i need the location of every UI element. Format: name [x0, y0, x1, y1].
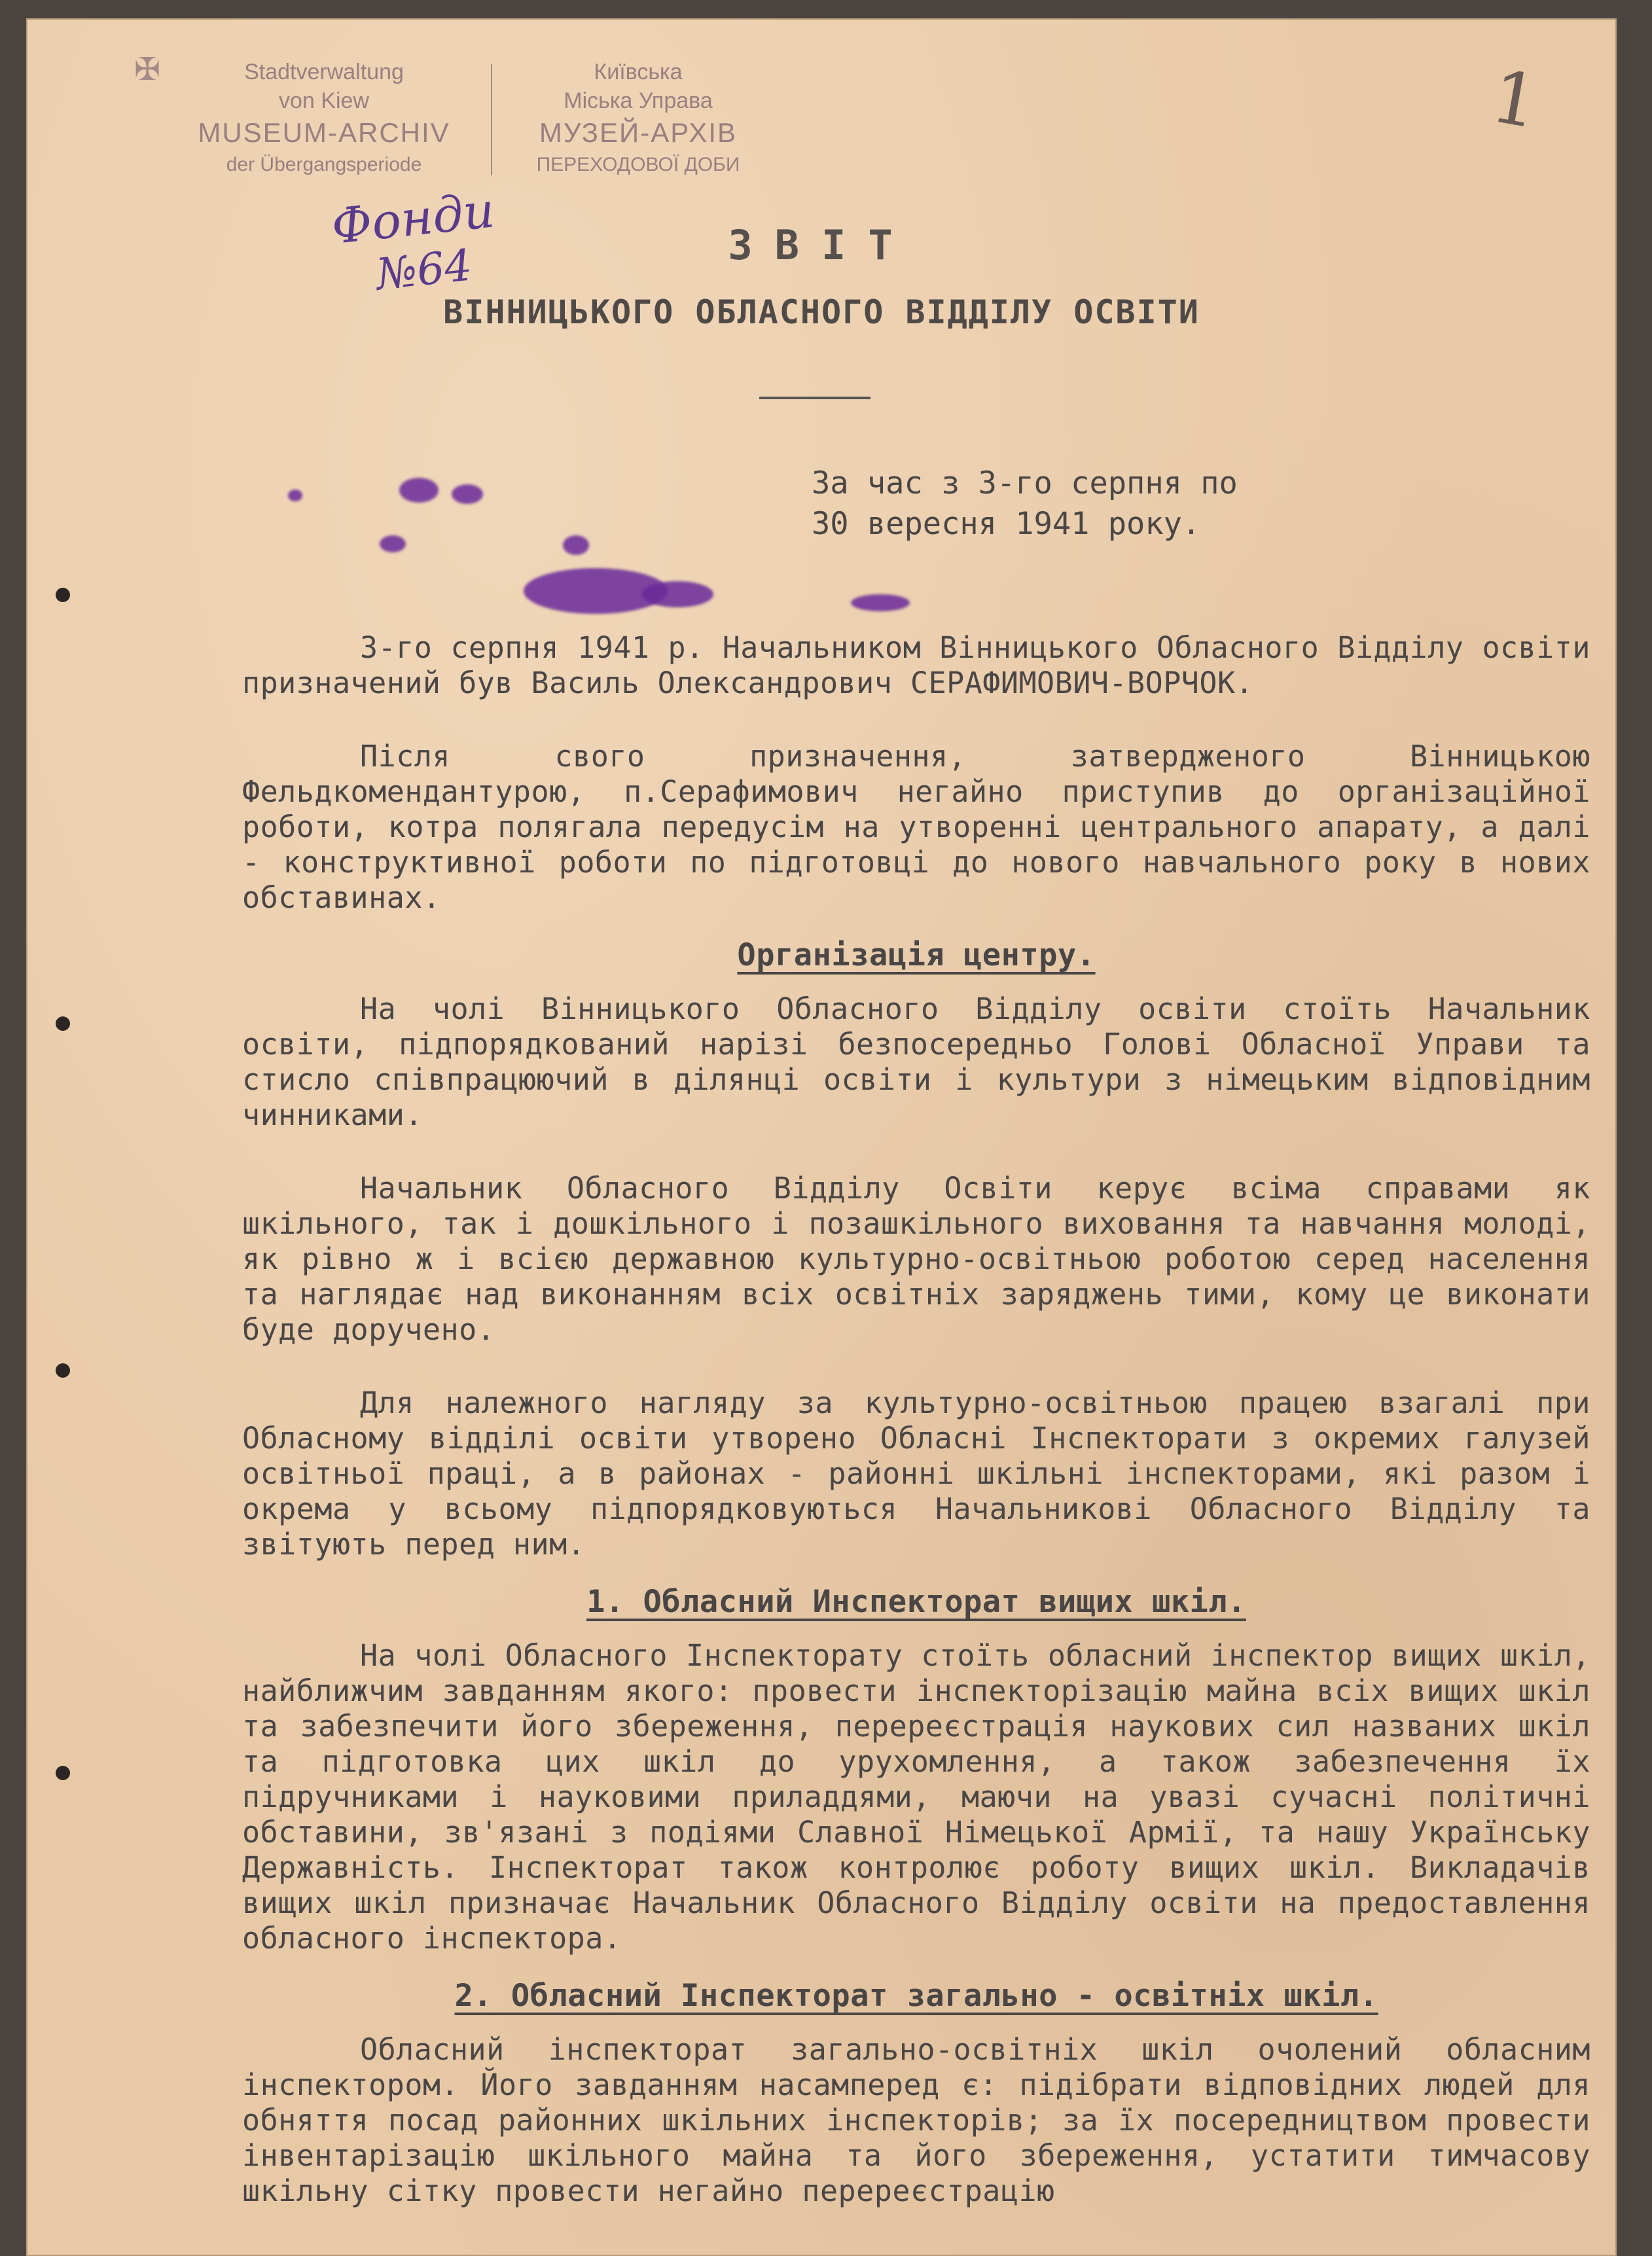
stamp-ua-line1: Київська — [594, 60, 683, 84]
ink-blot — [851, 594, 910, 611]
page-number: 1 — [1485, 54, 1545, 145]
punch-hole — [56, 1766, 70, 1780]
punch-hole — [56, 588, 70, 602]
handwritten-line1: Фонди — [329, 182, 497, 256]
stamp-de-line3: MUSEUM-ARCHIV — [198, 117, 450, 148]
ink-blot — [563, 535, 589, 555]
stamp-ua-line4: ПЕРЕХОДОВОЇ ДОБИ — [536, 154, 740, 175]
punch-hole — [56, 1363, 70, 1378]
ink-blot — [452, 484, 483, 504]
title-rule — [759, 397, 871, 399]
punch-hole — [56, 1016, 70, 1031]
section-heading-higher-schools: 1. Обласний Инспекторат вищих шкіл. — [586, 1584, 1246, 1620]
section-heading-general-schools: 2. Обласний Інспекторат загально - освітніх шкіл. — [454, 1978, 1378, 2014]
document-sheet — [26, 18, 1617, 2256]
ink-blot — [641, 581, 713, 607]
stamp-de-line1: Stadtverwaltung — [244, 60, 404, 84]
paragraph-inspectorates: Для належного нагляду за культурно-освітньою працею взагалі при Обласному відділі освіти утворено Обласні Інспекторати з окремих галузей освітньої праці, а в районах - районні шкільні інспекторами, які разом і окрема у всьому підпорядковуються Начальникові Обласного Відділу та звітують перед ним. — [242, 1386, 1590, 1562]
document-subtitle: ВІННИЦЬКОГО ОБЛАСНОГО ВІДДІЛУ ОСВІТИ — [443, 293, 1200, 331]
stamp-ukrainian — [501, 58, 776, 179]
paragraph-responsibilities: Начальник Обласного Відділу Освіти керує всіма справами як шкільного, так і дошкільного і позашкільного виховання та навчання молоді, як рівно ж і всією державною культурно-освітньою роботою серед населення та наглядає над виконанням всіх освітніх заряджень тими, кому це виконати буде доручено. — [242, 1171, 1590, 1347]
paragraph-head-of-education: На чолі Вінницького Обласного Відділу освіти стоїть Начальник освіти, підпорядкований нарізі безпосередньо Голові Обласної Управи та стисло співпрацюючий в ділянці освіти і культури з німецьким відповідним чинниками. — [242, 992, 1590, 1132]
paragraph-higher-schools: На чолі Обласного Інспекторату стоїть обласний інспектор вищих шкіл, найближчим завданням якого: провести інспекторізацію майна всіх вищих шкіл та забезпечити його збереження, перереєстрація наукових сил названих шкіл та підготовка цих шкіл до урухомлення, а також забезпечення їх підручниками і науковими приладдями, маючи на увазі сучасні політичні обставини, зв'язані з подіями Славної Німецької Армії, та нашу Українську Державність. Інспекторат також контролює роботу вищих шкіл. Викладачів вищих шкіл призначає Начальник Обласного Відділу освіти на предоставлення обласного інспектора. — [242, 1638, 1590, 1956]
stamp-divider — [491, 64, 492, 175]
ink-blot — [288, 490, 302, 501]
stamp-de-line4: der Übergangsperiode — [226, 154, 422, 175]
report-period — [812, 463, 1401, 545]
period-line2: 30 вересня 1941 року. — [812, 506, 1201, 542]
stamp-de-line2: von Kiew — [279, 88, 369, 113]
ink-blot — [399, 478, 439, 503]
document-title: ЗВІТ — [728, 221, 915, 269]
stamp-ua-line2: Міська Управа — [564, 88, 713, 113]
handwritten-line2: №64 — [374, 240, 475, 300]
paragraph-appointment: 3-го серпня 1941 р. Начальником Вінницького Обласного Відділу освіти призначений був Василь Олександрович СЕРАФИМОВИЧ-ВОРЧОК. — [242, 630, 1590, 700]
paragraph-organization-start: Після свого призначення, затвердженого Вінницькою Фельдкомендантурою, п.Серафимович негайно приступив до організаційної роботи, котра полягала передусім на утворенні центрального апарату, а далі - конструктивної роботи по підготовці до нового навчального року в нових обставинах. — [242, 739, 1590, 915]
ink-blot — [380, 535, 406, 552]
eagle-emblem-icon: ✠ — [134, 52, 161, 87]
stamp-ua-line3: МУЗЕЙ-АРХІВ — [539, 117, 738, 148]
report-body — [242, 630, 1590, 2247]
section-heading-center: Організація центру. — [737, 937, 1096, 973]
paragraph-general-schools: Обласний інспекторат загально-освітніх шкіл очолений обласним інспектором. Його завданням насамперед є: підібрати відповідних людей для обняття посад районних шкільних інспекторів; за їх посередництвом провести інвентарізацію шкільного майна та його збереження, устатити тимчасову шкільну сітку провести негайно перереєстрацію — [242, 2032, 1590, 2208]
period-line1: За час з 3-го серпня по — [812, 465, 1238, 501]
stamp-german — [160, 58, 488, 179]
